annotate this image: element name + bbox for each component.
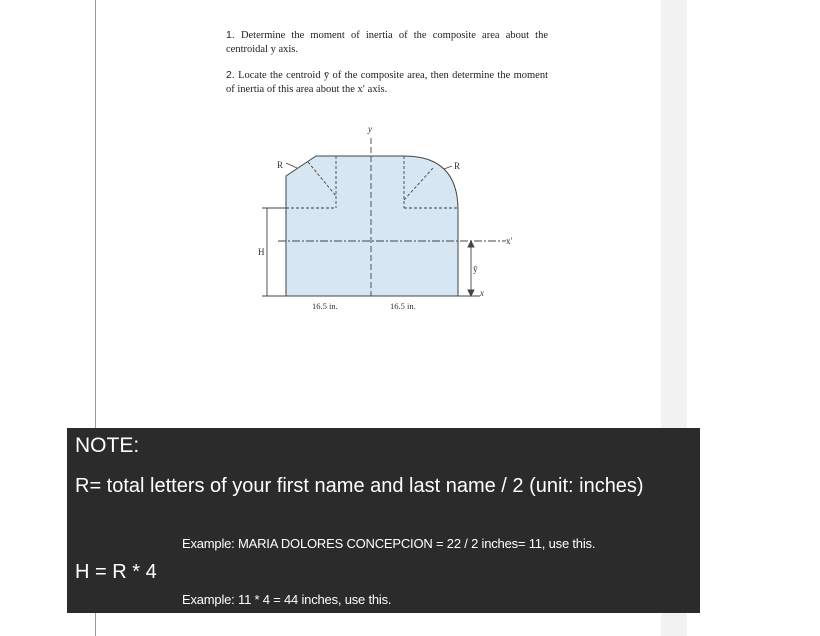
- height-dimension: [262, 208, 286, 296]
- label-r-left: R: [277, 160, 284, 170]
- label-h: H: [258, 247, 265, 257]
- problem-item-2: [226, 68, 548, 97]
- label-xprime: x′: [506, 236, 513, 246]
- problem-item-2-text: Locate the centroid ȳ of the composite area, then determine the moment of inertia of this area about the x′ axis.: [226, 70, 548, 95]
- note-r-example: Example: MARIA DOLORES CONCEPCION = 22 / 2 inches= 11, use this.: [182, 536, 596, 551]
- radius-leader-left: [286, 163, 297, 168]
- label-r-right: R: [454, 161, 461, 171]
- label-y: y: [368, 124, 372, 134]
- note-panel: [67, 428, 700, 613]
- composite-shape: [286, 156, 461, 296]
- problem-item-1-number: 1.: [226, 29, 235, 41]
- note-h-example: Example: 11 * 4 = 44 inches, use this.: [182, 592, 392, 607]
- note-h-rule: H = R * 4: [75, 561, 157, 583]
- problem-item-1-text: Determine the moment of inertia of the composite area about the centroidal y axis.: [226, 30, 549, 55]
- composite-area-figure: [240, 120, 530, 320]
- problem-item-1: [226, 28, 548, 57]
- note-title: NOTE:: [75, 434, 140, 457]
- note-r-rule: R= total letters of your first name and last name / 2 (unit: inches): [75, 475, 644, 497]
- problem-item-2-number: 2.: [226, 69, 235, 81]
- label-ybar: ȳ: [473, 264, 478, 274]
- label-x: x: [480, 288, 484, 298]
- dim-right: 16.5 in.: [390, 301, 416, 311]
- dim-left: 16.5 in.: [312, 301, 338, 311]
- radius-leader-right: [444, 166, 452, 169]
